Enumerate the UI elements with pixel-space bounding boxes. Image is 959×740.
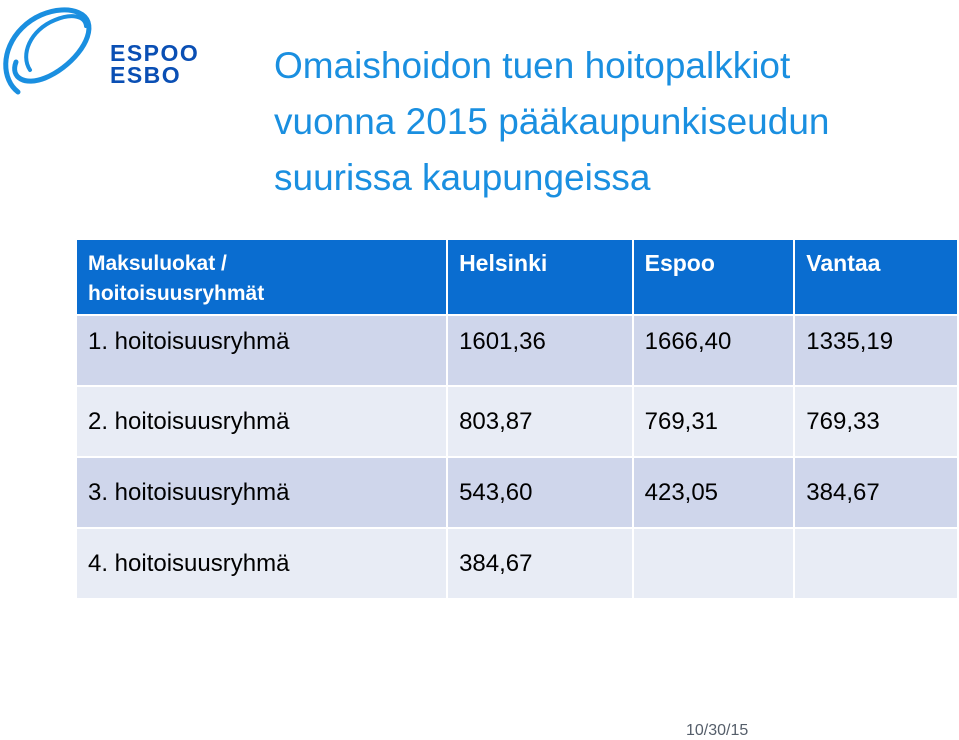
header-vantaa: Vantaa: [794, 239, 958, 315]
espoo-logo-swirl-icon: [0, 0, 110, 110]
logo-text-esbo: ESBO: [110, 62, 182, 88]
table-row: [76, 528, 958, 599]
row-4-espoo: [633, 528, 795, 599]
logo-text-espoo: ESPOO: [110, 40, 200, 66]
row-3-group: 3. hoitoisuusryhmä: [76, 457, 447, 528]
espoo-logo: [0, 0, 200, 110]
title-line-1: Omaishoidon tuen hoitopalkkiot: [274, 45, 791, 86]
header-category: [76, 239, 447, 315]
table-row: [76, 315, 958, 386]
row-1-group: 1. hoitoisuusryhmä: [76, 315, 447, 386]
table-row: [76, 386, 958, 457]
table-row: [76, 457, 958, 528]
row-3-helsinki: 543,60: [447, 457, 633, 528]
header-helsinki: Helsinki: [447, 239, 633, 315]
slide-title: [274, 38, 934, 206]
table-header-row: [76, 239, 958, 315]
header-espoo: Espoo: [633, 239, 795, 315]
row-4-group: 4. hoitoisuusryhmä: [76, 528, 447, 599]
slide-date: 10/30/15: [686, 722, 749, 739]
header-category-line-2: hoitoisuusryhmät: [88, 282, 265, 305]
row-4-vantaa: [794, 528, 958, 599]
row-2-group: 2. hoitoisuusryhmä: [76, 386, 447, 457]
header-category-line-1: Maksuluokat /: [88, 252, 227, 275]
row-4-helsinki: 384,67: [447, 528, 633, 599]
row-2-vantaa: 769,33: [794, 386, 958, 457]
row-3-vantaa: 384,67: [794, 457, 958, 528]
row-1-helsinki: 1601,36: [447, 315, 633, 386]
care-fee-table: [75, 238, 959, 600]
row-1-espoo: 1666,40: [633, 315, 795, 386]
title-line-2: vuonna 2015 pääkaupunkiseudun: [274, 101, 830, 142]
row-1-vantaa: 1335,19: [794, 315, 958, 386]
row-2-helsinki: 803,87: [447, 386, 633, 457]
row-2-espoo: 769,31: [633, 386, 795, 457]
title-line-3: suurissa kaupungeissa: [274, 157, 651, 198]
row-3-espoo: 423,05: [633, 457, 795, 528]
